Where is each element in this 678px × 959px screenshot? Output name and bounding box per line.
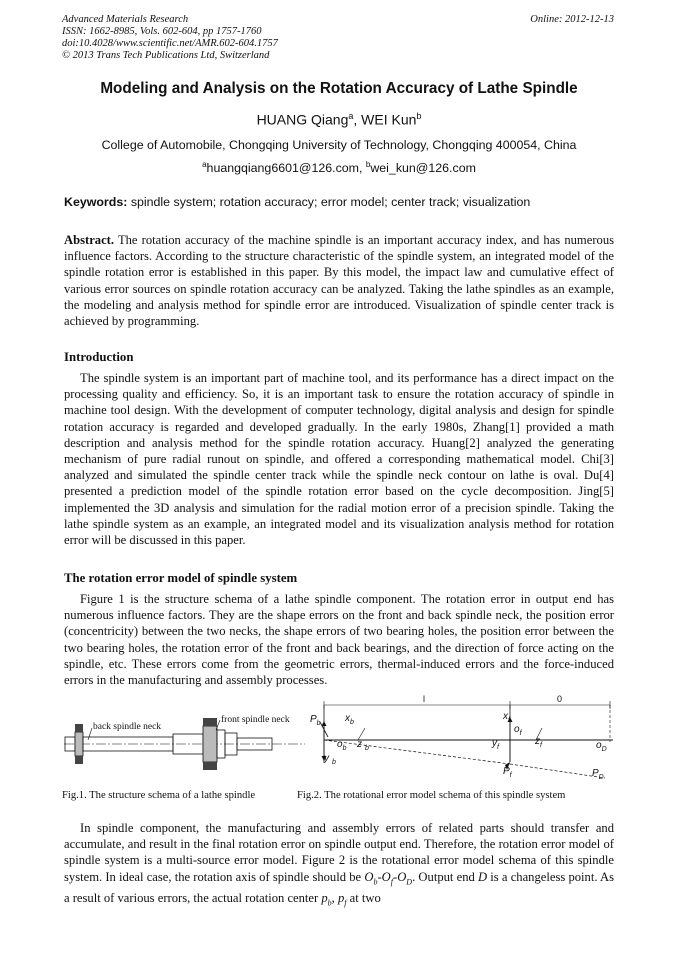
fig1-front-bearing-cap-top <box>203 718 217 726</box>
author-wei-affil: b <box>416 111 422 121</box>
fig2-xb: $x_b$ <box>345 713 354 726</box>
affiliation: College of Automobile, Chongqing University of Technology, Chongqing 400054, China <box>101 138 577 152</box>
fig2-yf: $y_f$ <box>492 738 499 751</box>
figure2-error-model <box>310 692 620 784</box>
fig2-actual-axis <box>324 740 510 764</box>
online-date: Online: 2012-12-13 <box>530 14 614 25</box>
introduction-heading: Introduction <box>64 350 134 364</box>
emails-line <box>0 160 678 175</box>
email-a-sup: a <box>202 160 207 169</box>
fig1-front-bearing <box>203 726 217 762</box>
abstract-label: Abstract. <box>64 233 115 247</box>
fig2-od: $o_D$ <box>596 740 607 753</box>
fig1-back-bearing-cap-bottom <box>75 756 83 764</box>
fig2-ob: $o_b$ <box>337 739 347 752</box>
fig2-xb-arrowhead <box>322 721 327 726</box>
keywords <box>64 195 530 209</box>
fig2-xf: $x_f$ <box>503 711 510 724</box>
fig2-zf: $z_f$ <box>535 736 542 749</box>
fig1-back-neck-leader <box>88 728 92 740</box>
figure1-spindle-structure <box>62 700 307 785</box>
journal-header <box>62 14 278 62</box>
copyright-line: © 2013 Trans Tech Publications Ltd, Switzerland <box>62 50 270 61</box>
keywords-text: spindle system; rotation accuracy; error model; center track; visualization <box>130 195 531 209</box>
abstract-text: The rotation accuracy of the machine spindle is an important accuracy index, and has numerous influence factors. According to the structure characteristic of the spindle system, an integrated model of the spindle rotation error is established in this paper. By this model, the impact law and cumulative effect of various error sources on spindle rotation accuracy can be analyzed. Taking the lathe spindles as an example, the modeling and analysis method for spindle error are introduced. Visualization of spindle center track is achieved by programming. <box>64 233 615 329</box>
section-rotation-error-text: Figure 1 is the structure schema of a lathe spindle component. The rotation error in output end has numerous influence factors. They are the shape errors on the front and back spindle neck, the position error (concentricity) between the two necks, the shape errors of two bearing holes, the position error between the two bearing holes, the rotation error of the front and back bearings, and the direction of force acting on the spindle, etc. These errors come from the geometric errors, thermal-induced errors and the force-induced errors in the manufacturing and assembly processes. <box>64 592 614 688</box>
fig2-pd: $P_D$ <box>592 768 604 781</box>
fig1-back-neck-label: back spindle neck <box>93 722 162 732</box>
email-b-sup: b <box>365 160 371 169</box>
fig1-caption: Fig.1. The structure schema of a lathe spindle <box>62 790 256 801</box>
keywords-label: Keywords: <box>64 195 128 209</box>
author-separator: , <box>353 111 362 128</box>
fig2-actual-axis-extension <box>510 764 605 778</box>
fig2-pf: $P_f$ <box>503 766 512 779</box>
author-huang-affil: a <box>348 111 354 121</box>
fig1-back-bearing <box>75 732 83 756</box>
fig1-back-bearing-cap-top <box>75 724 83 732</box>
authors-line <box>0 111 678 128</box>
fig2-of: $o_f$ <box>514 724 522 737</box>
email-b[interactable]: wei_kun@126.com <box>370 161 476 176</box>
fig1-front-bearing-cap-bottom <box>203 762 217 770</box>
fig2-zb: z $_b$ <box>357 739 369 752</box>
abstract <box>64 232 614 329</box>
section-rotation-error-heading: The rotation error model of spindle system <box>64 571 298 585</box>
doi-line: doi:10.4028/www.scientific.net/AMR.602-604.1757 <box>62 38 278 49</box>
author-wei: WEI Kun <box>361 111 417 128</box>
paper-title: Modeling and Analysis on the Rotation Accuracy of Lathe Spindle <box>100 80 578 97</box>
introduction-text: The spindle system is an important part of machine tool, and its performance has a direct impact on the processing quality and efficiency. So, it is an important task to ensure the rotation accuracy of spindle in machine tool design. With the development of computer technology, digital analysis and design for spindle rotation accuracy is regarded and developed gradually. In the early 1980s, Zhang[1] provided a math description and analysis method for the spindle rotation accuracy. Huang[2] analyzed the generating mechanism of pure radial runout on spindle, and offered a corresponding mathematical model. Chi[3] analyzed and simulated the spindle center track while the spindle neck contour on lathe is oval. Du[4] presented a prediction model of the spindle rotation error based on the cycle decomposition. Jing[5] implemented the 3D analysis and simulation for the radial motion error of a precision spindle. Taking the lathe spindle system as an example, an integrated model and its visualization analysis method for rotation error will be discussed in this paper. <box>64 371 614 548</box>
fig2-pb: $P_b$ <box>310 714 321 727</box>
fig1-front-neck-label: front spindle neck <box>221 715 290 725</box>
journal-name: Advanced Materials Research <box>62 14 189 25</box>
fig2-caption: Fig.2. The rotational error model schema of this spindle system <box>297 790 566 801</box>
fig2-dim-l: l <box>423 694 425 704</box>
author-huang: HUANG Qiang <box>256 111 349 128</box>
fig2-yb: y $_b$ <box>324 753 336 766</box>
issn-line: ISSN: 1662-8985, Vols. 602-604, pp 1757-1760 <box>62 26 262 37</box>
error-model-paragraph: In spindle component, the manufacturing and assembly errors of related parts should transfer and accumulate, and result in the final rotation error on spindle output end. Therefore, the rotation error model of spindle system is a multi-source error model. Figure 2 is the rotational error model schema of this spindle system. In ideal case, the rotation axis of spindle should be $O_b-O_f-O_D$. Output end D is a changeless point. As a result of various errors, the actual rotation center $p_b$, $p_f$ at two <box>64 821 614 908</box>
fig2-dim-0: 0 <box>557 694 563 704</box>
email-a[interactable]: huangqiang6601@126.com, <box>206 161 363 176</box>
